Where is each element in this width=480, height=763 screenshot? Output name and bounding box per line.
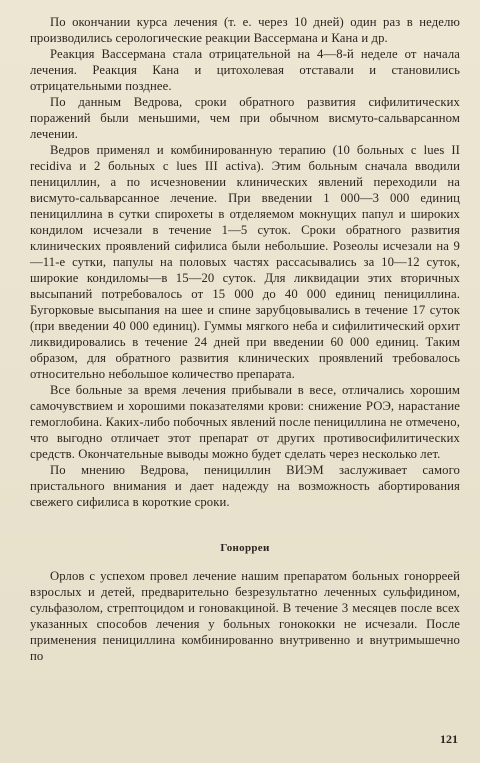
paragraph: Ведров применял и комбинированную терапию (10 больных с lues II recidiva и 2 больных с lues III activa). Этим больным сначала вводили пенициллин, а по исчезновении клинических явлений переходили на висмуто-сальварсанное лечение. При введении 1 000—3 000 единиц пенициллина в сутки спирохеты в отделяемом мокнущих папул и широких кондилом исчезали в течение 1—5 суток. Сроки обратного развития клинических проявлений сифилиса были небольшие. Розеолы исчезали на 9—11-е сутки, папулы на половых частях рассасывались за 10—12 суток, широкие кондиломы—в 15—20 суток. Для ликвидации этих вторичных высыпаний потребовалось от 15 000 до 40 000 единиц пенициллина. Бугорковые высыпания на шее и спине зарубцовывались в течение 17 суток (при введении 40 000 единиц). Гуммы мягкого неба и сифилитический орхит ликвидировались в течение 24 дней при введении 60 000 единиц. Таким образом, для обратного развития клинических проявлений требовалось относительно небольшое количество препарата. [30,143,460,381]
section-heading: Гонорреи [220,542,270,554]
body-text [30,14,460,664]
paragraph: Орлов с успехом провел лечение нашим препаратом больных гонорреей взрослых и детей, предварительно безрезультатно леченных сульфидином, сульфазолом, стрептоцидом и гоновакциной. В течение 3 месяцев после всех указанных способов лечения у больных гонококки не исчезали. После применения пенициллина комбинированно внутривенно и внутримышечно по [30,569,460,663]
paragraph: По окончании курса лечения (т. е. через 10 дней) один раз в неделю производились серологические реакции Вассермана и Кана и др. [30,15,460,45]
page-number: 121 [440,732,458,746]
paragraph: По данным Ведрова, сроки обратного развития сифилитических поражений были меньшими, чем при обычном висмуто-сальварсанном лечении. [30,95,460,141]
paragraph: Все больные за время лечения прибывали в весе, отличались хорошим самочувствием и хорошими показателями крови: снижение РОЭ, нарастание гемоглобина. Каких-либо побочных явлений после пенициллина не отмечено, что выгодно отличает этот препарат от других противосифилитических средств. Окончательные выводы можно будет сделать через несколько лет. [30,383,460,461]
paragraph: Реакция Вассермана стала отрицательной на 4—8-й неделе от начала лечения. Реакция Кана и цитохолевая отставали и становились отрицательными позднее. [30,47,460,93]
spacer [30,510,460,532]
paragraph: По мнению Ведрова, пенициллин ВИЭМ заслуживает самого пристального внимания и дает надежду на возможность абортирования свежего сифилиса в короткие сроки. [30,463,460,509]
